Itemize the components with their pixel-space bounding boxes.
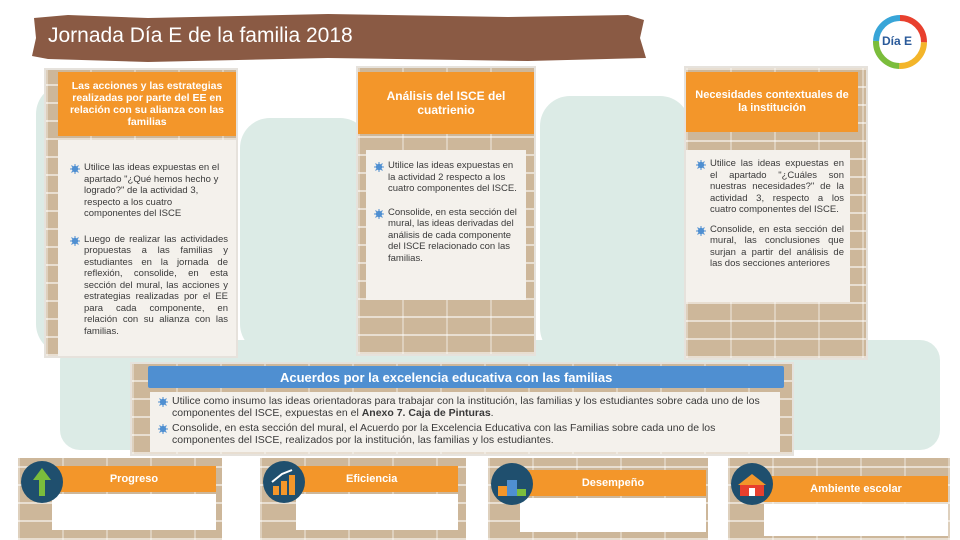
list-item	[158, 422, 772, 446]
panel-acuerdos-sheet	[150, 392, 780, 452]
bullet-burst-icon	[158, 424, 168, 434]
bullet-text: Utilice las ideas expuestas en la actividad 2 respecto a los cuatro componentes del ISCE.	[388, 160, 517, 194]
bullet-burst-icon	[70, 164, 80, 174]
bullet-text: Utilice las ideas expuestas en el apartado "¿Qué hemos hecho y logrado?" de la actividad 3, respecto a los cuatro componentes del ISCE	[84, 162, 220, 219]
dia-e-logo	[870, 12, 930, 72]
card-desempeno-label: Desempeño	[520, 470, 706, 496]
list-item	[70, 234, 228, 338]
list-item	[158, 395, 772, 419]
bullet-text: Consolide, en esta sección del mural, las conclusiones que surjan a partir del análisis de las dos secciones anteriores	[710, 223, 844, 269]
card-eficiencia-body	[296, 494, 458, 530]
panel-acciones-heading: Las acciones y las estrategias realizadas por parte del EE en relación con su alianza con las familias	[58, 72, 236, 136]
bullet-burst-icon	[696, 160, 706, 170]
bullet-burst-icon	[374, 162, 384, 172]
bullet-text: Luego de realizar las actividades propuestas a las familias y estudiantes en la jornada de reflexión, consolide, en esta sección del mural, las acciones y estrategias realizadas por el EE para cada componente, en relación con su alianza con las familias.	[84, 233, 228, 337]
panel-analisis-sheet	[366, 150, 526, 300]
card-eficiencia-label: Eficiencia	[296, 466, 458, 492]
bullet-burst-icon	[158, 397, 168, 407]
bullet-burst-icon	[374, 209, 384, 219]
bullet-text-part: Utilice como insumo las ideas orientadoras para trabajar con la institución, las familias y los estudiantes sobre cada uno de los componentes del ISCE, expuestas en el	[172, 395, 760, 419]
panel-necesidades-heading: Necesidades contextuales de la institución	[686, 72, 858, 132]
bullet-burst-icon	[70, 236, 80, 246]
list-item	[374, 160, 518, 195]
eficiencia-icon	[262, 460, 306, 504]
list-item	[696, 224, 844, 270]
ambiente-escolar-icon	[730, 462, 774, 506]
desempeno-icon	[490, 462, 534, 506]
card-ambiente-body	[764, 504, 948, 536]
bullet-text: Consolide, en esta sección del mural, el Acuerdo por la Excelencia Educativa con las Familias sobre cada uno de los componentes del ISCE, realizados por la institución, las familias y los estudiantes.	[172, 422, 716, 446]
panel-necesidades-sheet	[686, 150, 850, 302]
card-progreso-body	[52, 494, 216, 530]
progreso-icon	[20, 460, 64, 504]
panel-acciones-sheet	[58, 140, 236, 356]
bullet-burst-icon	[696, 226, 706, 236]
card-ambiente-label: Ambiente escolar	[764, 476, 948, 502]
list-item	[70, 162, 228, 220]
bullet-text-bold: Anexo 7. Caja de Pinturas	[361, 407, 491, 419]
bullet-text-part: .	[490, 407, 494, 419]
bullet-text	[172, 395, 772, 419]
list-item	[696, 158, 844, 216]
card-desempeno-body	[520, 498, 706, 532]
card-progreso-label: Progreso	[52, 466, 216, 492]
bullet-text: Consolide, en esta sección del mural, las ideas derivadas del análisis de cada componente del ISCE relacionado con las familias.	[388, 206, 517, 264]
bullet-text: Utilice las ideas expuestas en el apartado "¿Cuáles son nuestras necesidades?" de la actividad 3, respecto a los cuatro componentes del ISCE.	[710, 158, 844, 215]
background-shape-right	[540, 96, 690, 358]
panel-analisis-heading: Análisis del ISCE del cuatrienio	[358, 72, 534, 134]
panel-acuerdos-heading: Acuerdos por la excelencia educativa con las familias	[148, 366, 784, 388]
dia-e-logo-text: Día E	[882, 34, 913, 48]
list-item	[374, 207, 518, 265]
background-shape-center	[240, 118, 370, 354]
page-title: Jornada Día E de la familia 2018	[48, 24, 353, 47]
